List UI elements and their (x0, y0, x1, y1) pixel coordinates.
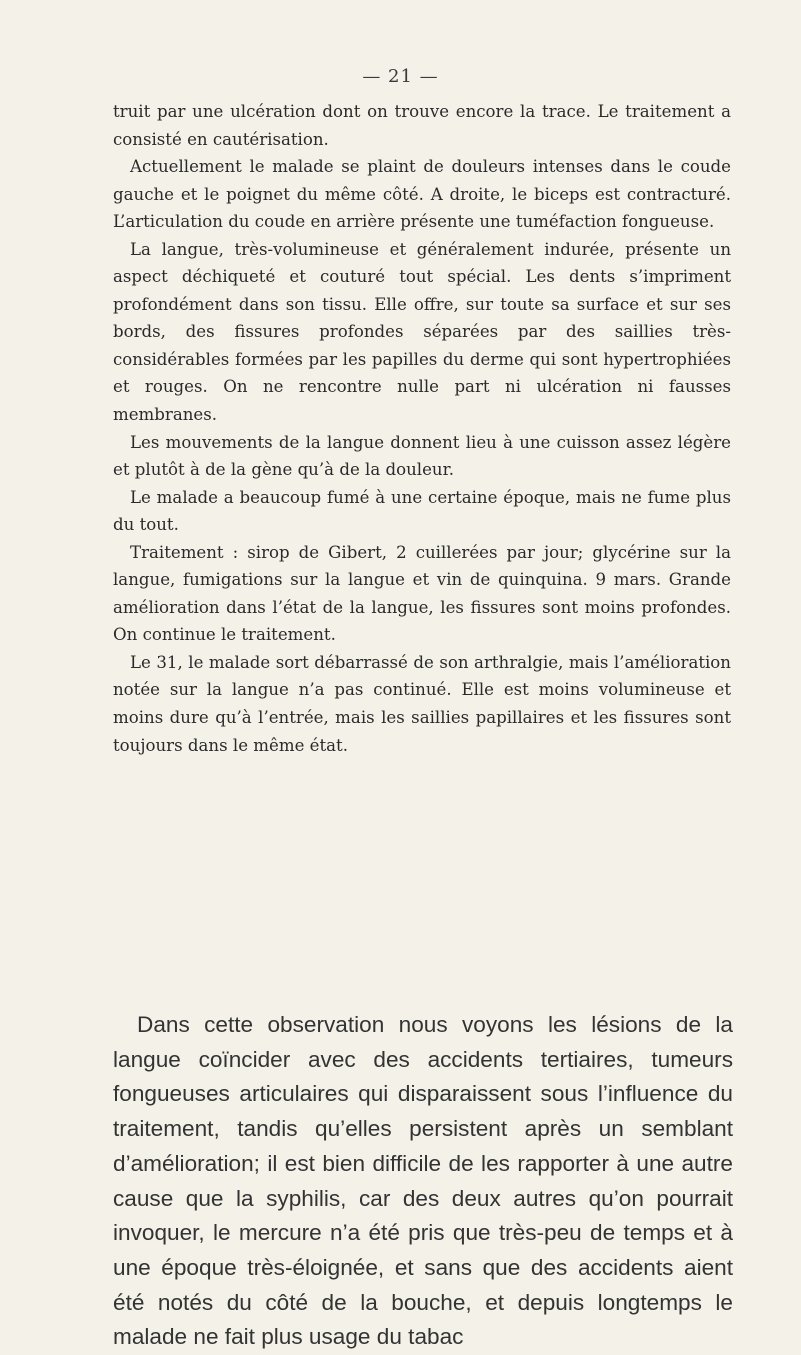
paragraph-outcome: Le 31, le malade sort débarrassé de son arthralgie, mais l’amélioration notée sur la langue n’a pas continué. Elle est moins volumineuse et moins dure qu’à l’entrée, mais les saillies papillaires et les fissures sont toujours dans le même état. (113, 652, 731, 755)
paragraph-smoking: Le malade a beaucoup fumé à une certaine époque, mais ne fume plus du tout. (113, 487, 731, 535)
page-number: — 21 — (362, 66, 439, 87)
paragraph-ulceration: truit par une ulcération dont on trouve encore la trace. Le traitement a consisté en cautérisation. (113, 102, 731, 149)
observation-text (113, 98, 731, 759)
commentary-text (113, 1008, 733, 1355)
paragraph-symptoms: Actuellement le malade se plaint de douleurs intenses dans le coude gauche et le poignet du même côté. A droite, le biceps est contracturé. L’articulation du coude en arrière présente une tuméfaction fongueuse. (113, 157, 731, 232)
paragraph-movements: Les mouvements de la langue donnent lieu à une cuisson assez légère et plutôt à de la gène qu’à de la douleur. (113, 432, 731, 480)
paragraph-tongue: La langue, très-volumineuse et généralement indurée, présente un aspect déchiqueté et couturé tout spécial. Les dents s’impriment profondément dans son tissu. Elle offre, sur toute sa surface et sur ses bords, des fissures profondes séparées par des saillies très-considérables formées par les papilles du derme qui sont hypertrophiées et rouges. On ne rencontre nulle part ni ulcération ni fausses membranes. (113, 239, 731, 425)
paragraph-treatment: Traitement : sirop de Gibert, 2 cuillerées par jour; glycérine sur la langue, fumigations sur la langue et vin de quinquina. 9 mars. Grande amélioration dans l’état de la langue, les fissures sont moins profondes. On continue le traitement. (113, 542, 731, 645)
paragraph-commentary: Dans cette observation nous voyons les lésions de la langue coïncider avec des accidents tertiaires, tumeurs fongueuses articulaires qui disparaissent sous l’influence du traitement, tandis qu’elles persistent après un semblant d’amélioration; il est bien difficile de les rapporter à une autre cause que la syphilis, car des deux autres qu’on pourrait invoquer, le mercure n’a été pris que très-peu de temps et à une époque très-éloignée, et sans que des accidents aient été notés du côté de la bouche, et depuis longtemps le malade ne fait plus usage du tabac (113, 1012, 733, 1350)
